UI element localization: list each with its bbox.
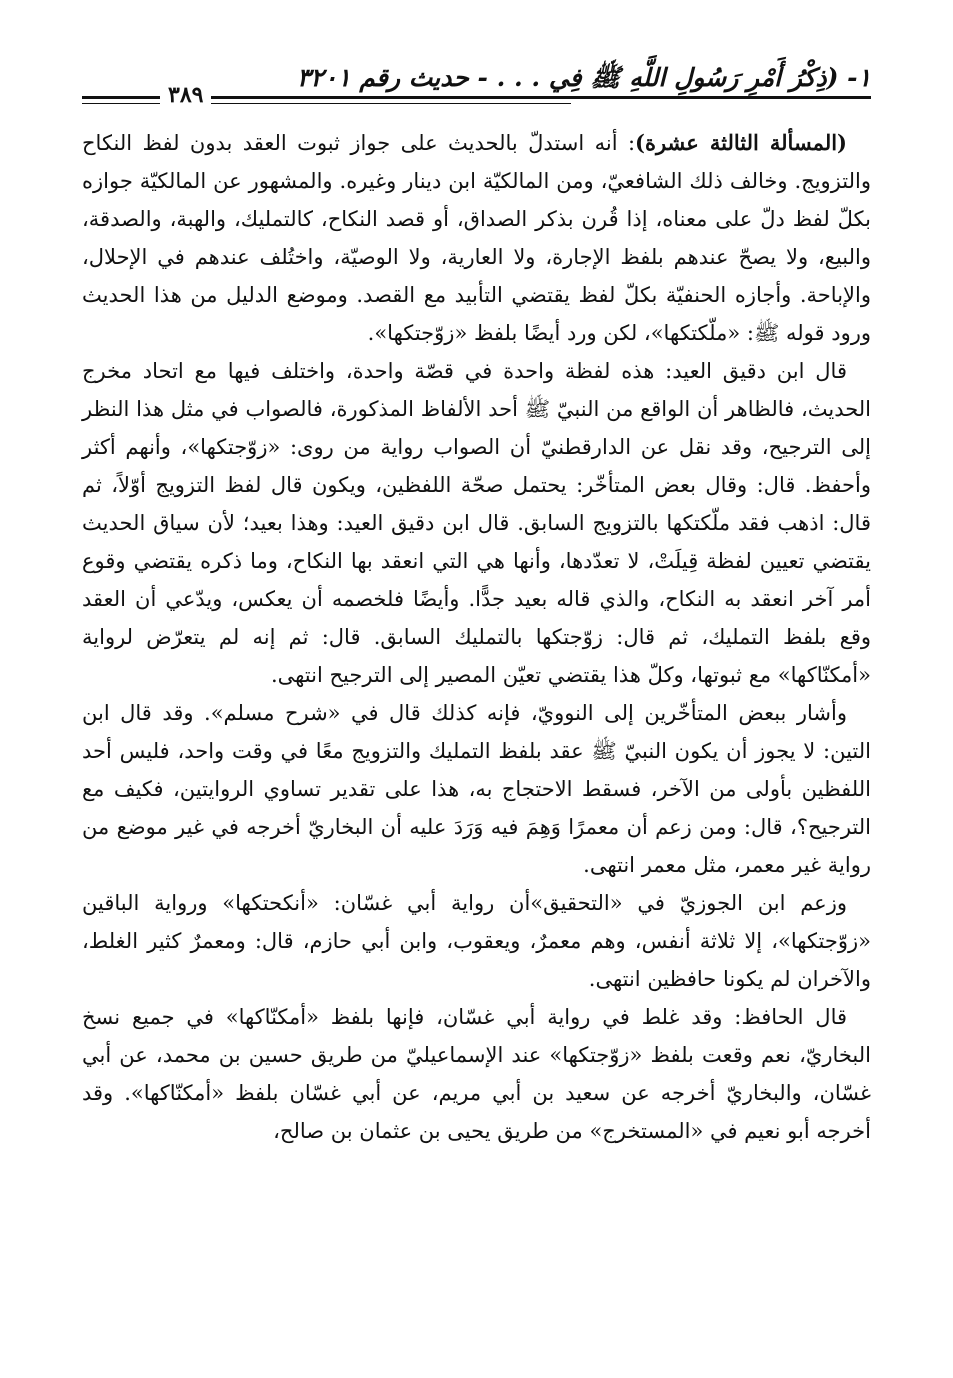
- header-title: ١- (ذِكْرُ أَمْرِ رَسُولِ اللَّهِ ﷺ فِي . . . - حديث رقم ٣٢٠١: [296, 63, 871, 92]
- paragraph-text: : أنه استدلّ بالحديث على جواز ثبوت العقد بدون لفظ النكاح والتزويج. وخالف ذلك الشافعيّ، ومن المالكيّة ابن دينار وغيره. والمشهور عن المالكيّة جوازه بكلّ لفظ دلّ على معناه، إذا قُرن بذكر الصداق، أو قصد النكاح، كالتمليك، والهبة، والصدقة، والبيع، ولا يصحّ عندهم بلفظ الإجارة، ولا العارية، ولا الوصيّة، واختُلف عندهم في الإحلال، والإباحة. وأجازه الحنفيّة بكلّ لفظ يقتضي التأبيد مع القصد. وموضع الدليل من هذا الحديث ورود قوله ﷺ: «ملّكتكها»، لكن ورد أيضًا بلفظ «زوّجتكها».: [82, 131, 871, 345]
- paragraph: [82, 124, 871, 352]
- paragraph-lead: (المسألة الثالثة عشرة): [635, 130, 847, 155]
- body-text: [82, 124, 871, 1150]
- paragraph: [82, 694, 871, 884]
- paragraph: [82, 998, 871, 1150]
- running-header: [82, 62, 871, 106]
- paragraph: [82, 352, 871, 694]
- paragraph-text: وزعم ابن الجوزيّ في «التحقيق»أن رواية أبي غسّان: «أنكحتكها» ورواية الباقين «زوّجتكها»، إلا ثلاثة أنفس، وهم معمرٌ، ويعقوب، وابن أبي حازم، قال: ومعمرٌ كثير الغلط، والآخران لم يكونا حافظين انتهى.: [82, 891, 871, 991]
- header-rule-thin: [82, 103, 571, 104]
- paragraph-text: قال ابن دقيق العيد: هذه لفظة واحدة في قصّة واحدة، واختلف فيها مع اتحاد مخرج الحديث، فالظاهر أن الواقع من النبيّ ﷺ أحد الألفاظ المذكورة، فالصواب في مثل هذا النظر إلى الترجيح، وقد نقل عن الدارقطنيّ أن الصواب رواية من روى: «زوّجتكها»، وأنهم أكثر وأحفظ. قال: وقال بعض المتأخّر: يحتمل صحّة اللفظين، ويكون قال لفظ التزويج أوّلاً، ثم قال: اذهب فقد ملّكتكها بالتزويج السابق. قال ابن دقيق العيد: وهذا بعيد؛ لأن سياق الحديث يقتضي تعيين لفظة قِيلَتْ، لا تعدّدها، وأنها هي التي انعقد بها النكاح، وما ذكره يقتضي وقوع أمر آخر انعقد به النكاح، والذي قاله بعيد جدًّا. وأيضًا فلخصمه أن يعكس، ويدّعي أن العقد وقع بلفظ التمليك، ثم قال: زوّجتكها بالتمليك السابق. قال: ثم إنه لم يتعرّض لرواية «أمكنّاكها» مع ثبوتها، وكلّ هذا يقتضي تعيّن المصير إلى الترجيح انتهى.: [82, 359, 871, 687]
- paragraph-text: وأشار ببعض المتأخّرين إلى النوويّ، فإنه كذلك قال في «شرح مسلم». وقد قال ابن التين: لا يجوز أن يكون النبيّ ﷺ عقد بلفظ التمليك والتزويج معًا في وقت واحد، فليس أحد اللفظين بأولى من الآخر، فسقط الاحتجاج به، هذا على تقدير تساوي الروايتين، فكيف مع الترجيح؟، قال: ومن زعم أن معمرًا وَهِمَ فيه وَرَدَ عليه أن البخاريّ أخرجه في غير موضع من رواية غير معمر، مثل معمر انتهى.: [82, 701, 871, 877]
- page-number: ٣٨٩: [160, 82, 211, 108]
- paragraph: [82, 884, 871, 998]
- paragraph-text: قال الحافظ: وقد غلط في رواية أبي غسّان، فإنها بلفظ «أمكنّاكها» في جميع نسخ البخاريّ، نعم وقعت بلفظ «زوّجتكها» عند الإسماعيليّ من طريق حسين بن محمد، عن أبي غسّان، والبخاريّ أخرجه عن سعيد بن أبي مريم، عن أبي غسّان بلفظ «أمكنّاكها». وقد أخرجه أبو نعيم في «المستخرج» من طريق يحيى بن عثمان بن صالح،: [82, 1005, 871, 1143]
